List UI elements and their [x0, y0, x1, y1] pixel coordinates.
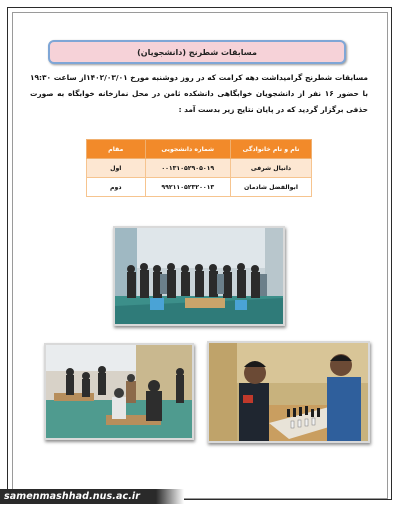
col-header-rank: مقام: [87, 140, 146, 159]
watermark-url: samenmashhad.nus.ac.ir: [4, 491, 141, 502]
table-row: [87, 178, 312, 197]
col-header-name: نام و نام خانوادگی: [231, 140, 312, 159]
footer-fade: [156, 489, 184, 504]
page-title: مسابقات شطرنج (دانشجویان): [137, 47, 257, 57]
results-table: [86, 139, 312, 197]
cell-name: دانیال شرفی: [231, 159, 312, 178]
cell-rank: دوم: [87, 178, 146, 197]
table-header-row: [87, 140, 312, 159]
table-row: [87, 159, 312, 178]
chess-closeup-photo: [207, 341, 370, 443]
report-paragraph: مسابقات شطرنج گرامیداشت دهه کرامت که در روز دوشنبه مورخ ۱۴۰۲/۰۳/۰۱از ساعت ۱۹:۳۰ با حضور ۱۶ نفر از دانشجویان خوابگاهی دانشکده ثامن در محل نمازخانه خوابگاه به صورت حذفی برگزار گردید که در پایان نتایج زیر بدست آمد :: [30, 73, 368, 114]
group-photo: [113, 226, 285, 326]
cell-student-id: ۹۹۲۱۱۰۵۲۳۲۰۰۱۳: [145, 178, 231, 197]
players-photo: [44, 343, 194, 440]
col-header-student-id: شماره دانشجویی: [145, 140, 231, 159]
cell-rank: اول: [87, 159, 146, 178]
cell-name: ابوالفضل شادمان: [231, 178, 312, 197]
title-banner: [48, 40, 346, 64]
footer-watermark-bar: [0, 489, 156, 504]
cell-student-id: ۰۰۱۳۱۰۵۲۹۰۵۰۱۹: [145, 159, 231, 178]
